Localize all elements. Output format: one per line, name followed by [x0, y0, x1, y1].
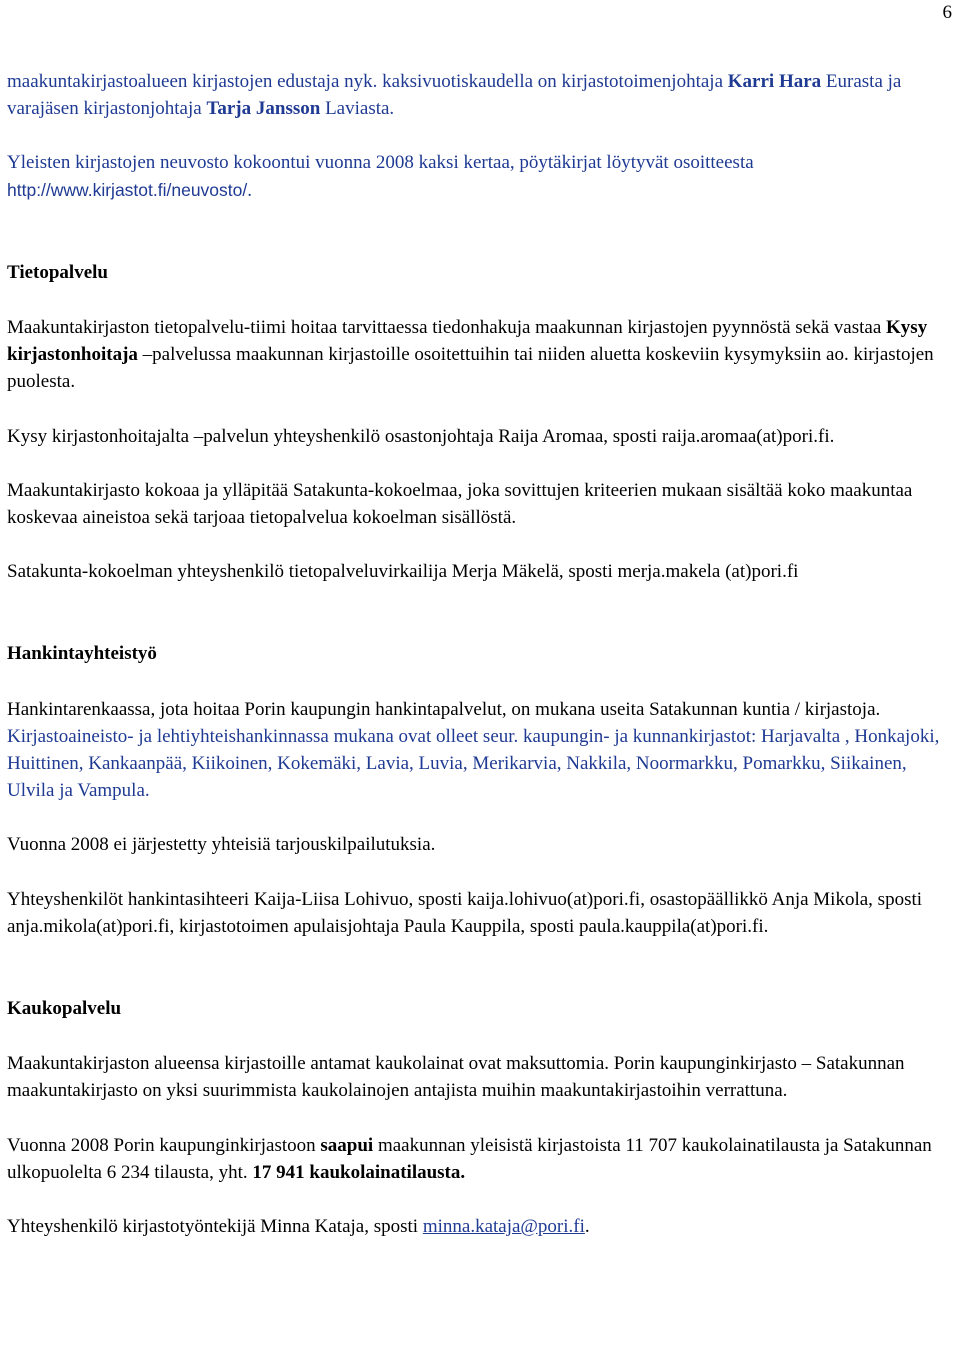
- kaukopalvelu-paragraph-1: Maakuntakirjaston alueensa kirjastoille antamat kaukolainat ovat maksuttomia. Porin kaupunginkirjasto – Satakunnan maakuntakirjasto on yksi suurimmista kaukolainojen antajista muihin maakuntakirjastoihin verrattuna.: [7, 1053, 905, 1102]
- neuvosto-link-end: .: [247, 179, 252, 201]
- tietopalvelu-paragraph-2: Kysy kirjastonhoitajalta –palvelun yhteyshenkilö osastonjohtaja Raija Aromaa, sposti raija.aromaa(at)pori.fi.: [7, 425, 835, 447]
- tietopalvelu-paragraph-3: Maakuntakirjasto kokoaa ja ylläpitää Satakunta-kokoelmaa, joka sovittujen kriteerien mukaan sisältää koko maakuntaa koskevaa aineistoa sekä tarjoaa tietopalvelua kokoelman sisällöstä.: [7, 479, 913, 529]
- document-body: [7, 68, 953, 1240]
- page-number: 6: [942, 2, 952, 23]
- kaukopalvelu-text-b: maakunnan yleisistä kirjastoista 11 707 kaukolainatilausta ja Satakunnan ulkopuolelta 6 234 tilausta, yht.: [7, 1134, 932, 1183]
- intro-paragraph-1: [7, 68, 953, 122]
- kaukopalvelu-text-a: Vuonna 2008 Porin kaupunginkirjastoon: [7, 1134, 321, 1156]
- intro-text-a: maakuntakirjastoalueen kirjastojen edustaja nyk. kaksivuotiskaudella on kirjastotoimenjohtaja: [7, 71, 724, 92]
- name-karri-hara: Karri Hara: [727, 71, 822, 92]
- intro-paragraph-2: [7, 149, 953, 203]
- tietopalvelu-text-a: Maakuntakirjaston tietopalvelu-tiimi hoitaa tarvittaessa tiedonhakuja maakunnan kirjastojen pyynnöstä sekä vastaa: [7, 317, 887, 339]
- tietopalvelu-text-b: –palvelussa maakunnan kirjastoille osoitettuihin tai niiden aluetta koskeviin kysymyksiin ao. kirjastojen puolesta.: [7, 344, 934, 393]
- heading-kaukopalvelu: Kaukopalvelu: [7, 998, 122, 1020]
- heading-hankintayhteistyo: Hankintayhteistyö: [7, 643, 157, 665]
- neuvosto-text: Yleisten kirjastojen neuvosto kokoontui vuonna 2008 kaksi kertaa, pöytäkirjat löytyvät osoitteesta: [7, 152, 754, 174]
- heading-tietopalvelu: Tietopalvelu: [7, 261, 108, 283]
- hankinta-paragraph-1: [7, 696, 953, 805]
- hankinta-paragraph-3: Yhteyshenkilöt hankintasihteeri Kaija-Liisa Lohivuo, sposti kaija.lohivuo(at)pori.fi, osastopäällikkö Anja Mikola, sposti anja.mikola(at)pori.fi, kirjastotoimen apulaisjohtaja Paula Kauppila, sposti paula.kauppila(at)pori.fi.: [7, 888, 923, 937]
- hankinta-text-a: Hankintarenkaassa, jota hoitaa Porin kaupungin hankintapalvelut, on mukana useita Satakunnan kuntia / kirjastoja.: [7, 698, 881, 720]
- intro-text-b: Eurasta ja varajäsen kirjastonjohtaja: [7, 71, 902, 120]
- kaukopalvelu-paragraph-2: [7, 1132, 953, 1186]
- email-link-minna-kataja[interactable]: minna.kataja@pori.fi: [422, 1216, 585, 1238]
- hankinta-paragraph-2: Vuonna 2008 ei järjestetty yhteisiä tarjouskilpailutuksia.: [7, 834, 436, 856]
- tietopalvelu-paragraph-4: Satakunta-kokoelman yhteyshenkilö tietopalveluvirkailija Merja Mäkelä, sposti merja.makela (at)pori.fi: [7, 561, 799, 583]
- saapui-bold: saapui: [320, 1134, 374, 1156]
- tietopalvelu-paragraph-1: [7, 314, 953, 396]
- intro-text-c: Laviasta.: [320, 98, 395, 120]
- kaukopalvelu-paragraph-3: [7, 1213, 953, 1240]
- kysy-kirjastonhoitaja: Kysy kirjastonhoitaja: [7, 317, 928, 366]
- kaukopalvelu-contact-text: Yhteyshenkilö kirjastotyöntekijä Minna Kataja, sposti: [7, 1216, 423, 1238]
- hankinta-text-blue: Kirjastoaineisto- ja lehtiyhteishankinnassa mukana ovat olleet seur. kaupungin- ja kunnankirjastot: Harjavalta , Honkajoki, Huittinen, Kankaanpää, Kiikoinen, Kokemäki, Lavia, Luvia, Merikarvia, Nakkila, Noormarkku, Pomarkku, Siikainen, Ulvila ja Vampula.: [7, 725, 940, 802]
- neuvosto-link[interactable]: http://www.kirjastot.fi/neuvosto/: [7, 179, 248, 200]
- total-bold: 17 941 kaukolainatilausta.: [252, 1161, 466, 1183]
- name-tarja-jansson: Tarja Jansson: [206, 98, 321, 120]
- kaukopalvelu-contact-end: .: [584, 1216, 590, 1238]
